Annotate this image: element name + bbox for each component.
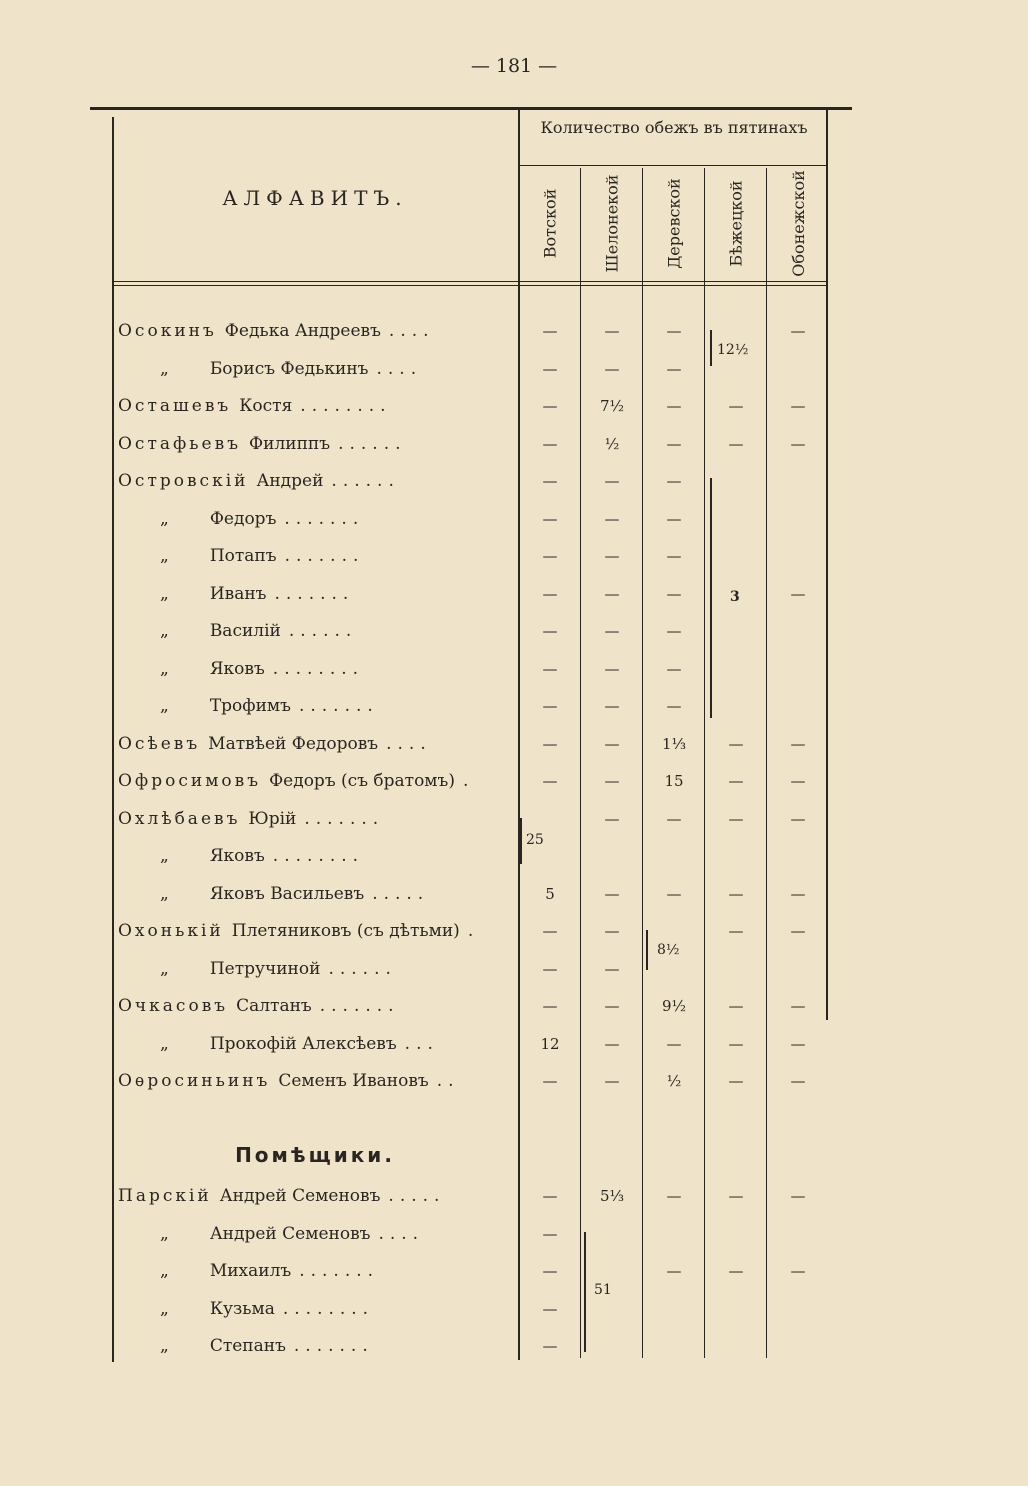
row-cell: ½ — [604, 434, 620, 453]
row-surname: „ — [160, 1223, 172, 1244]
row-given-name: Яковъ Васильевъ — [209, 883, 365, 904]
row-leader-dots: . — [462, 771, 475, 791]
row-cell: — — [542, 434, 558, 453]
top-rule — [90, 107, 852, 110]
row-name — [160, 1253, 555, 1290]
header-bottom-rule-2 — [112, 285, 828, 286]
row-given-name: Андрей — [256, 471, 324, 491]
row-leader-dots: ..... — [388, 1186, 446, 1206]
row-given-name: Василій — [209, 621, 281, 641]
row-cell: 7½ — [599, 397, 625, 415]
row-surname: Охонькій — [118, 921, 224, 941]
row-name — [118, 726, 513, 763]
row-surname: Осокинъ — [118, 321, 217, 341]
table-row — [0, 1291, 1028, 1328]
row-given-name: Костя — [239, 396, 293, 416]
row-cell: — — [542, 997, 558, 1015]
row-cell: — — [728, 397, 744, 415]
row-given-name: Федоръ (съ братомъ) — [269, 771, 455, 791]
row-cell: — — [604, 547, 620, 565]
row-cell: — — [666, 697, 682, 715]
row-name — [118, 1178, 513, 1215]
row-cell: — — [604, 584, 620, 603]
row-cell: — — [542, 922, 558, 940]
table-row — [0, 726, 1028, 763]
row-cell: — — [604, 472, 620, 490]
row-name — [160, 538, 555, 575]
table-row — [0, 1328, 1028, 1365]
row-name — [118, 763, 513, 800]
row-name — [118, 913, 513, 950]
row-cell: — — [666, 547, 682, 565]
row-cell: — — [542, 1187, 558, 1205]
row-cell: — — [666, 659, 682, 678]
row-cell: — — [604, 1072, 620, 1090]
row-name — [160, 1026, 555, 1063]
table-row — [0, 613, 1028, 650]
table-row — [0, 1063, 1028, 1100]
row-leader-dots: ....... — [284, 546, 365, 566]
row-cell: — — [542, 359, 558, 378]
row-cell: — — [604, 734, 620, 753]
table-row — [0, 763, 1028, 800]
row-cell: — — [542, 959, 558, 978]
table-row — [0, 951, 1028, 988]
row-cell: — — [666, 1187, 682, 1205]
row-cell: — — [604, 809, 620, 828]
row-cell: — — [542, 697, 558, 715]
row-given-name: Борисъ Федькинъ — [209, 358, 369, 379]
row-cell: — — [728, 997, 744, 1015]
row-cell: — — [728, 734, 744, 753]
brace-ostrovsky-value: 3 — [730, 589, 740, 605]
row-leader-dots: .... — [388, 321, 435, 341]
row-surname: „ — [160, 621, 172, 641]
row-leader-dots: ....... — [299, 1261, 380, 1281]
row-name — [118, 801, 513, 838]
row-cell: — — [790, 772, 806, 790]
row-surname: Осѣевъ — [118, 733, 201, 754]
col-head-bezhetskoy: Бѣжецкой — [726, 179, 746, 267]
section-title: Помѣщики. — [235, 1143, 395, 1167]
row-cell: — — [542, 1262, 558, 1280]
row-surname: Островскій — [118, 471, 249, 491]
row-leader-dots: ........ — [272, 846, 365, 866]
quantity-heading: Количество обежъ въ пятинахъ — [540, 118, 808, 137]
row-cell: — — [666, 472, 682, 490]
row-given-name: Потапъ — [209, 546, 277, 566]
row-cell: ½ — [666, 1072, 682, 1090]
table-row — [0, 576, 1028, 613]
row-cell: — — [542, 322, 558, 340]
brace-parsky-value: 51 — [594, 1282, 612, 1298]
row-cell: — — [790, 922, 806, 940]
row-surname: Офросимовъ — [118, 771, 262, 791]
row-surname: „ — [160, 1033, 172, 1054]
row-leader-dots: ........ — [300, 396, 392, 416]
row-cell: — — [790, 734, 806, 753]
row-given-name: Салтанъ — [236, 996, 312, 1016]
row-cell: — — [542, 659, 558, 678]
table-row — [0, 688, 1028, 725]
row-cell: — — [728, 884, 744, 903]
row-leader-dots: ....... — [284, 508, 365, 529]
row-leader-dots: ...... — [338, 433, 407, 454]
row-leader-dots: .... — [378, 1223, 425, 1244]
row-cell: — — [728, 772, 744, 790]
row-leader-dots: .. — [436, 1071, 460, 1091]
row-name — [160, 688, 555, 725]
row-cell: — — [728, 1072, 744, 1090]
row-given-name: Андрей Семеновъ — [219, 1186, 381, 1206]
row-name — [118, 463, 513, 500]
row-name — [160, 351, 555, 388]
row-cell: — — [790, 397, 806, 415]
row-name — [118, 313, 513, 350]
brace-okhonky-value: 8½ — [657, 942, 680, 958]
row-cell: — — [604, 772, 620, 790]
row-cell: — — [604, 884, 620, 903]
row-cell: — — [790, 1262, 806, 1280]
row-cell: — — [542, 509, 558, 528]
row-cell: — — [604, 659, 620, 678]
row-cell: — — [542, 1224, 558, 1243]
row-given-name: Степанъ — [209, 1336, 286, 1356]
row-surname: „ — [160, 883, 172, 904]
table-row — [0, 651, 1028, 688]
row-leader-dots: ....... — [319, 996, 400, 1016]
row-cell: — — [790, 1034, 806, 1053]
table-row — [0, 988, 1028, 1025]
table-row — [0, 388, 1028, 425]
row-leader-dots: ....... — [293, 1336, 374, 1356]
brace-okhlebaev-value: 25 — [526, 832, 544, 848]
row-cell: — — [666, 359, 682, 378]
row-leader-dots: ..... — [372, 883, 430, 904]
col-head-shelonskoy: Шелонекой — [602, 174, 622, 272]
row-surname: Охлѣбаевъ — [118, 808, 241, 829]
row-cell: — — [666, 509, 682, 528]
row-leader-dots: ........ — [282, 1298, 375, 1319]
row-leader-dots: ....... — [274, 583, 355, 604]
row-cell: 1⅓ — [661, 734, 687, 753]
row-given-name: Яковъ — [209, 846, 265, 866]
table-row — [0, 1026, 1028, 1063]
brace-okhonky — [646, 930, 648, 970]
row-cell: — — [728, 1187, 744, 1205]
row-cell: — — [790, 884, 806, 903]
row-given-name: Петручиной — [209, 958, 321, 979]
table-row — [0, 313, 1028, 350]
row-name — [160, 576, 555, 613]
table-row — [0, 538, 1028, 575]
row-given-name: Иванъ — [209, 583, 267, 604]
row-cell: — — [604, 1034, 620, 1053]
col-head-obonezhskoy: Обонежской — [788, 169, 808, 277]
row-leader-dots: ...... — [288, 621, 358, 641]
row-surname: Остафьевъ — [118, 433, 242, 454]
row-surname: „ — [160, 658, 172, 679]
col-head-derevskoy: Деревской — [664, 177, 684, 269]
row-cell: 9½ — [661, 997, 687, 1015]
row-name — [160, 1328, 555, 1365]
row-cell: — — [666, 1034, 682, 1053]
table-row — [0, 1178, 1028, 1215]
row-given-name: Михаилъ — [209, 1261, 292, 1281]
row-surname: „ — [160, 358, 172, 379]
page-number: — 181 — — [470, 55, 558, 77]
row-cell: — — [728, 434, 744, 453]
row-cell: — — [666, 884, 682, 903]
table-row — [0, 838, 1028, 875]
row-cell: — — [728, 922, 744, 940]
row-surname: „ — [160, 958, 172, 979]
row-surname: Парскій — [118, 1186, 212, 1206]
row-surname: „ — [160, 508, 172, 529]
row-cell: — — [666, 622, 682, 640]
row-name — [118, 988, 513, 1025]
row-name — [160, 613, 555, 650]
row-surname: „ — [160, 846, 172, 866]
row-cell: — — [604, 322, 620, 340]
row-cell: — — [542, 1337, 558, 1355]
table-row — [0, 1253, 1028, 1290]
row-cell: — — [728, 1262, 744, 1280]
row-cell: — — [604, 697, 620, 715]
row-cell: — — [542, 1299, 558, 1318]
brace-okhlebaev — [520, 818, 522, 864]
table-row — [0, 351, 1028, 388]
row-cell: — — [790, 997, 806, 1015]
row-cell: — — [542, 1072, 558, 1090]
row-name — [160, 651, 555, 688]
row-name — [118, 388, 513, 425]
row-cell: — — [542, 584, 558, 603]
table-row — [0, 1216, 1028, 1253]
row-cell: — — [666, 434, 682, 453]
table-title: АЛФАВИТЪ. — [222, 186, 408, 210]
row-cell: — — [728, 809, 744, 828]
row-cell: — — [666, 584, 682, 603]
row-cell: — — [604, 997, 620, 1015]
row-cell: — — [542, 734, 558, 753]
row-given-name: Андрей Семеновъ — [209, 1223, 371, 1244]
row-name — [160, 876, 555, 913]
row-cell: — — [604, 359, 620, 378]
row-leader-dots: ....... — [298, 696, 379, 716]
table-row — [0, 876, 1028, 913]
row-surname: Очкасовъ — [118, 996, 229, 1016]
row-cell: — — [542, 397, 558, 415]
row-cell: 5⅓ — [599, 1187, 625, 1205]
row-surname: „ — [160, 1298, 172, 1319]
row-given-name: Трофимъ — [209, 696, 291, 716]
row-leader-dots: .... — [376, 358, 423, 379]
table-row — [0, 426, 1028, 463]
row-given-name: Федоръ — [209, 508, 277, 529]
row-cell: — — [790, 434, 806, 453]
row-cell: — — [790, 322, 806, 340]
row-cell: — — [542, 622, 558, 640]
table-row — [0, 463, 1028, 500]
row-surname: „ — [160, 696, 172, 716]
row-name — [160, 838, 555, 875]
row-given-name: Матвѣей Федоровъ — [208, 733, 379, 754]
table-row — [0, 913, 1028, 950]
col-head-votskoy: Вотской — [540, 188, 560, 258]
row-cell: — — [604, 509, 620, 528]
row-surname: „ — [160, 546, 172, 566]
row-leader-dots: ... — [404, 1033, 439, 1054]
row-leader-dots: . — [467, 921, 480, 941]
row-given-name: Кузьма — [209, 1298, 275, 1319]
table-row — [0, 501, 1028, 538]
table-row — [0, 801, 1028, 838]
row-cell: — — [604, 959, 620, 978]
row-cell: — — [790, 1072, 806, 1090]
row-cell: 12 — [540, 1034, 560, 1053]
row-surname: „ — [160, 1336, 172, 1356]
row-cell: — — [666, 809, 682, 828]
row-cell: — — [542, 547, 558, 565]
row-name — [160, 951, 555, 988]
row-name — [160, 1291, 555, 1328]
row-leader-dots: .... — [386, 733, 432, 754]
row-given-name: Филиппъ — [249, 433, 331, 454]
row-given-name: Семенъ Ивановъ — [278, 1071, 429, 1091]
row-name — [160, 1216, 555, 1253]
row-given-name: Федька Андреевъ — [224, 321, 381, 341]
row-cell: — — [790, 1187, 806, 1205]
row-cell: — — [542, 772, 558, 790]
row-cell: 15 — [664, 772, 684, 790]
row-cell: — — [666, 1262, 682, 1280]
row-surname: „ — [160, 583, 172, 604]
brace-osokin — [710, 330, 712, 366]
row-name — [160, 501, 555, 538]
header-bottom-rule-1 — [112, 281, 828, 282]
row-cell: — — [604, 922, 620, 940]
row-leader-dots: ....... — [304, 808, 385, 829]
brace-ostrovsky — [710, 478, 712, 718]
row-given-name: Яковъ — [209, 658, 265, 679]
row-surname: Оѳросиньинъ — [118, 1071, 271, 1091]
row-cell: — — [790, 809, 806, 828]
row-cell: — — [728, 1034, 744, 1053]
row-name — [118, 426, 513, 463]
row-leader-dots: ........ — [272, 658, 365, 679]
row-given-name: Плетяниковъ (съ дѣтьми) — [231, 921, 460, 941]
row-surname: „ — [160, 1261, 172, 1281]
row-leader-dots: ...... — [331, 471, 400, 491]
row-leader-dots: ...... — [328, 958, 397, 979]
header-split-line — [519, 165, 827, 166]
row-given-name: Прокофій Алексѣевъ — [209, 1033, 397, 1054]
row-cell: — — [542, 472, 558, 490]
row-cell: — — [666, 322, 682, 340]
row-cell: — — [604, 622, 620, 640]
brace-parsky — [584, 1232, 586, 1352]
row-surname: Осташевъ — [118, 396, 232, 416]
row-cell: — — [790, 584, 806, 603]
row-cell: — — [666, 397, 682, 415]
row-cell: 5 — [545, 884, 555, 903]
row-given-name: Юрій — [248, 808, 297, 829]
brace-osokin-value: 12½ — [717, 342, 749, 358]
row-name — [118, 1063, 513, 1100]
